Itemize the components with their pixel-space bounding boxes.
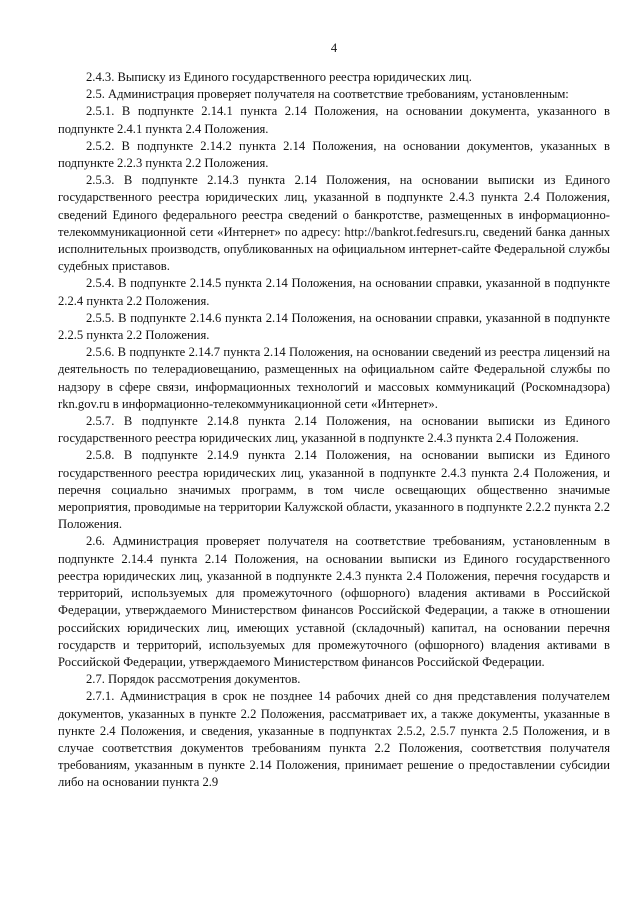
paragraph: 2.5.2. В подпункте 2.14.2 пункта 2.14 Положения, на основании документов, указанных в подпункте 2.2.3 пункта 2.2 Положения. bbox=[58, 138, 610, 171]
paragraph: 2.5.7. В подпункте 2.14.8 пункта 2.14 Положения, на основании выписки из Единого государственного реестра юридических лиц, указанной в подпункте 2.4.3 пункта 2.4 Положения. bbox=[58, 414, 610, 446]
paragraph: 2.5. Администрация проверяет получателя на соответствие требованиям, установленным: bbox=[86, 87, 569, 102]
paragraph: 2.5.4. В подпункте 2.14.5 пункта 2.14 Положения, на основании справки, указанной в подпункте 2.2.4 пункта 2.2 Положения. bbox=[58, 276, 610, 308]
paragraph: 2.7. Порядок рассмотрения документов. bbox=[86, 672, 301, 687]
paragraph: 2.5.6. В подпункте 2.14.7 пункта 2.14 Положения, на основании сведений из реестра лицензий на деятельность по телерадиовещанию, размещенных на официальном сайте Федеральной службы по надзору в сфере связи, информационных технологий и массовых коммуникаций (Роскомнадзора) rkn.gov.ru в информационно-телекоммуникационной сети «Интернет». bbox=[58, 345, 610, 411]
page-number: 4 bbox=[330, 41, 338, 55]
paragraph: 2.5.1. В подпункте 2.14.1 пункта 2.14 Положения, на основании документа, указанного в подпункте 2.4.1 пункта 2.4 Положения. bbox=[58, 104, 610, 136]
paragraph: 2.7.1. Администрация в срок не позднее 14 рабочих дней со дня представления получателем документов, указанных в пункте 2.2 Положения, рассматривает их, а также документы, указанные в пункте 2.4 Положения, и сведения, указанные в подпунктах 2.5.2, 2.5.7 пункта 2.5 Положения, и в случае соответствия документов требованиям пункта 2.2 Положения, соответствия получателя требованиям, указанным в пункте 2.14 Положения, принимает решение о предоставлении субсидии либо на основании пункта 2.9 bbox=[58, 689, 610, 790]
paragraph: 2.5.8. В подпункте 2.14.9 пункта 2.14 Положения, на основании выписки из Единого государственного реестра юридических лиц, указанной в подпункте 2.4.3 пункта 2.4 Положения, и перечня социально значимых программ, в том числе освещающих общественно значимые мероприятия, проводимые на территории Калужской области, указанного в подпункте 2.2.2 пункта 2.2 Положения. bbox=[58, 448, 610, 532]
paragraph: 2.5.3. В подпункте 2.14.3 пункта 2.14 Положения, на основании выписки из Единого государственного реестра юридических лиц, указанной в подпункте 2.4.3 пункта 2.4 Положения, сведений Единого федерального реестра сведений о банкротстве, размещенных в информационно-телекоммуникационной сети «Интернет» по адресу: http://bankrot.fedresurs.ru, сведений банка данных исполнительных производств, опубликованных на официальном интернет-сайте Федеральной службы судебных приставов. bbox=[58, 173, 610, 274]
paragraph: 2.6. Администрация проверяет получателя на соответствие требованиям, установленным в подпункте 2.14.4 пункта 2.14 Положения, на основании выписки из Единого государственного реестра юридических лиц, указанной в подпункте 2.4.3 пункта 2.4 Положения, перечня государств и территорий, используемых для промежуточного (офшорного) владения активами в Российской Федерации, утверждаемого Министерством финансов Российской Федерации, а также в отношении российских юридических лиц, имеющих уставной (складочный) капитал, на основании перечня государств и территорий, используемых для промежуточного (офшорного) владения активами в Российской Федерации, утверждаемого Министерством финансов Российской Федерации. bbox=[58, 534, 610, 669]
paragraph: 2.5.5. В подпункте 2.14.6 пункта 2.14 Положения, на основании справки, указанной в подпункте 2.2.5 пункта 2.2 Положения. bbox=[58, 310, 610, 343]
paragraph: 2.4.3. Выписку из Единого государственного реестра юридических лиц. bbox=[86, 70, 472, 84]
document-body bbox=[58, 69, 610, 792]
